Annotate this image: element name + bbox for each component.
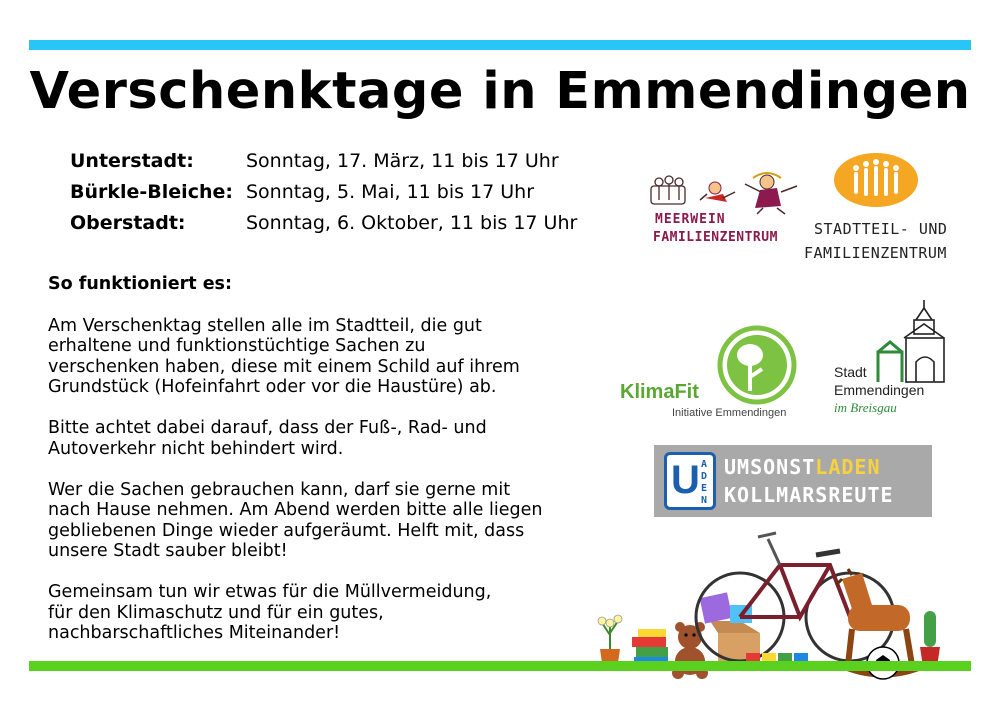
instructions-section (48, 274, 608, 664)
text-line: Bitte achtet dabei darauf, dass der Fuß-, Rad- und (48, 418, 487, 438)
text-line: unsere Stadt sauber bleibt! (48, 541, 288, 561)
umsonst-word: UMSONST (724, 455, 816, 479)
stadt-line3: im Breisgau (834, 400, 897, 415)
sun-people-icon (800, 150, 960, 212)
bottom-accent-bar (29, 661, 971, 671)
umsonstladen-line1 (724, 455, 881, 479)
stadt-line1: Stadt (834, 364, 867, 380)
date-when: Sonntag, 5. Mai, 11 bis 17 Uhr (246, 181, 535, 203)
stadtteil-line1: STADTTEIL- UND (814, 220, 948, 238)
city-gate-icon (874, 298, 954, 386)
meerwein-name: MEERWEIN (655, 212, 726, 227)
page-title: Verschenktage in Emmendingen (29, 62, 971, 121)
instructions-paragraph (48, 582, 608, 644)
text-line: gebliebenen Dinge wieder aufgeräumt. Helft mit, dass (48, 520, 525, 541)
klimafit-subtitle: Initiative Emmendingen (672, 407, 787, 419)
text-line: Gemeinsam tun wir etwas für die Müllvermeidung, (48, 582, 492, 602)
text-line: Wer die Sachen gebrauchen kann, darf sie gerne mit (48, 479, 511, 500)
stadtteil-line2: FAMILIENZENTRUM (804, 244, 947, 262)
text-line: Grundstück (Hofeinfahrt oder vor die Haustüre) ab. (48, 377, 497, 397)
date-place: Oberstadt: (70, 212, 186, 234)
klimafit-logo (620, 325, 800, 425)
cactus-icon (920, 611, 940, 667)
klimafit-name: KlimaFit (620, 381, 699, 403)
meerwein-logo (645, 170, 805, 250)
u-letter: U (671, 458, 700, 502)
date-when: Sonntag, 17. März, 11 bis 17 Uhr (246, 150, 559, 172)
stadtteil-logo (800, 150, 960, 270)
instructions-paragraph (48, 418, 608, 459)
laden-vertical-text: ADEN (701, 459, 708, 506)
stadt-line2: Emmendingen (834, 382, 925, 398)
instructions-paragraph (48, 316, 608, 398)
tree-icon (712, 325, 802, 405)
stadt-emmendingen-logo (834, 298, 959, 418)
date-place: Bürkle-Bleiche: (70, 181, 233, 203)
top-accent-bar (29, 40, 971, 50)
children-illustration-icon (645, 170, 805, 215)
text-line: Autoverkehr nicht behindert wird. (48, 438, 344, 459)
umsonstladen-logo (654, 445, 932, 517)
text-line: erhaltene und funktionstüchtige Sachen zu (48, 336, 426, 356)
instructions-heading: So funktioniert es: (48, 274, 232, 294)
text-line: nach Hause nehmen. Am Abend werden bitte alle liegen (48, 500, 543, 520)
umsonstladen-line2: KOLLMARSREUTE (724, 483, 894, 507)
text-line: Am Verschenktag stellen alle im Stadtteil, die gut (48, 315, 482, 336)
instructions-paragraph (48, 480, 608, 562)
date-when: Sonntag, 6. Oktober, 11 bis 17 Uhr (246, 212, 578, 234)
date-place: Unterstadt: (70, 150, 194, 172)
text-line: für den Klimaschutz und für ein gutes, (48, 602, 384, 623)
text-line: nachbarschaftliches Miteinander! (48, 623, 341, 643)
text-line: verschenken haben, diese mit einem Schild auf ihrem (48, 356, 520, 377)
meerwein-subtitle: FAMILIENZENTRUM (653, 230, 778, 245)
laden-word: LADEN (815, 455, 881, 479)
u-laden-icon (664, 452, 716, 510)
